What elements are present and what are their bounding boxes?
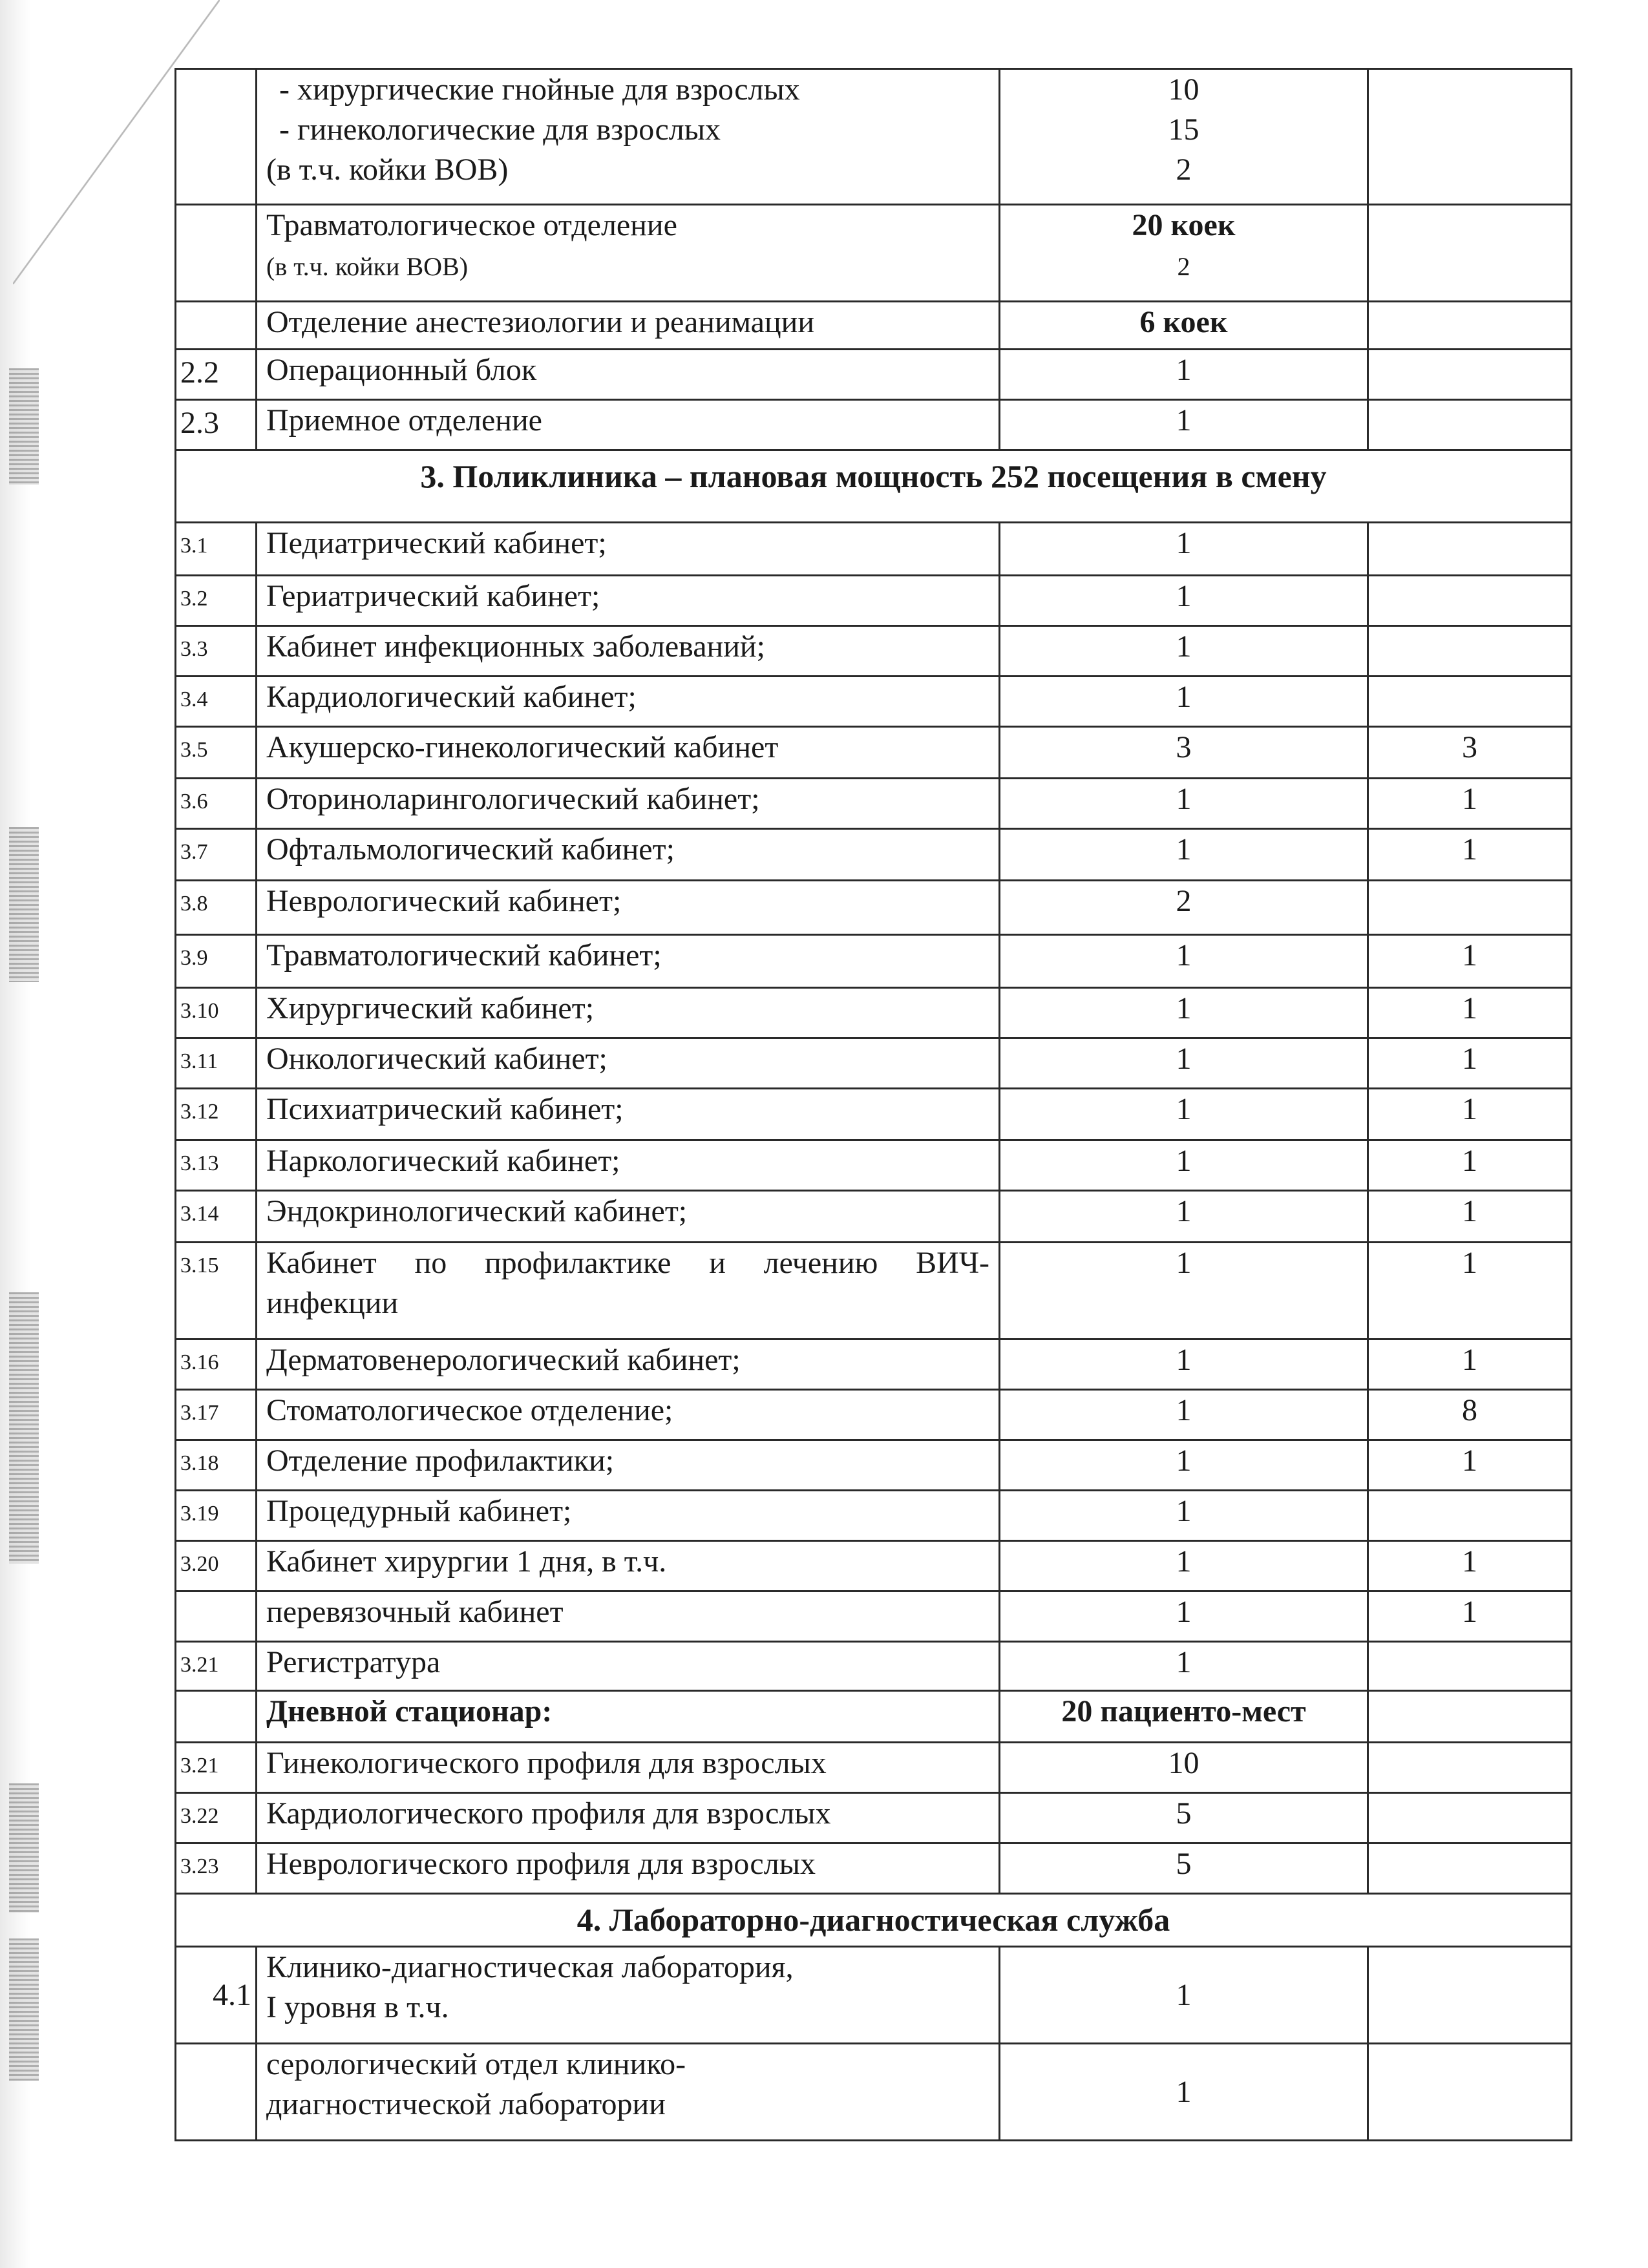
row-name-cell: Кабинет инфекционных заболеваний; — [257, 626, 1000, 677]
scan-streak — [9, 1938, 39, 2081]
row-name-cell: Кардиологический кабинет; — [257, 677, 1000, 727]
row-value-note: 2 — [1177, 252, 1190, 281]
row-number-cell: 3.21 — [176, 1743, 257, 1793]
row-value-cell: 6 коек — [1000, 302, 1368, 350]
row-number-cell: 2.3 — [176, 400, 257, 450]
row-extra-cell: 1 — [1368, 1339, 1572, 1390]
row-value-cell: 1 — [1000, 1390, 1368, 1440]
row-name-cell: Неврологический кабинет; — [257, 881, 1000, 935]
table-row — [176, 988, 1572, 1038]
table-row — [176, 1843, 1572, 1894]
row-number-cell: 3.17 — [176, 1390, 257, 1440]
row-name-cell: Кабинет хирургии 1 дня, в т.ч. — [257, 1541, 1000, 1591]
section-title: 4. Лабораторно-диагностическая служба — [176, 1894, 1572, 1947]
row-name-cell: Наркологический кабинет; — [257, 1140, 1000, 1191]
row-name-line: Травматологическое отделение — [266, 208, 677, 242]
row-name-cell: Оториноларингологический кабинет; — [257, 779, 1000, 829]
table-row — [176, 1140, 1572, 1191]
row-number-cell — [176, 1691, 257, 1743]
row-name-cell: Офтальмологический кабинет; — [257, 829, 1000, 881]
table-row — [176, 1390, 1572, 1440]
row-number-cell: 3.16 — [176, 1339, 257, 1390]
row-name-cell: Хирургический кабинет; — [257, 988, 1000, 1038]
table-row — [176, 523, 1572, 576]
row-name-cell — [257, 69, 1000, 205]
row-value-cell: 1 — [1000, 1089, 1368, 1140]
row-value-cell: 1 — [1000, 829, 1368, 881]
row-value-line: 10 — [1168, 72, 1199, 107]
row-value-cell: 1 — [1000, 576, 1368, 626]
section-title: 3. Поликлиника – плановая мощность 252 посещения в смену — [176, 450, 1572, 523]
table-row — [176, 1541, 1572, 1591]
row-value-cell: 1 — [1000, 1339, 1368, 1390]
row-number-cell: 3.20 — [176, 1541, 257, 1591]
row-extra-cell: 1 — [1368, 829, 1572, 881]
row-extra-cell — [1368, 302, 1572, 350]
table-row — [176, 1793, 1572, 1843]
row-name-line: - хирургические гнойные для взрослых — [279, 72, 800, 107]
table-row — [176, 1642, 1572, 1691]
row-extra-cell — [1368, 1843, 1572, 1894]
row-name-cell: Неврологического профиля для взрослых — [257, 1843, 1000, 1894]
row-number-cell: 3.4 — [176, 677, 257, 727]
row-number-cell: 3.8 — [176, 881, 257, 935]
row-name-line: (в т.ч. койки ВОВ) — [266, 152, 509, 187]
row-number-cell — [176, 2044, 257, 2141]
row-name-cell: Травматологический кабинет; — [257, 935, 1000, 988]
row-number-cell: 3.18 — [176, 1440, 257, 1491]
day-hospital-row — [176, 1691, 1572, 1743]
row-extra-cell: 1 — [1368, 779, 1572, 829]
row-value-cell: 1 — [1000, 1191, 1368, 1243]
row-value-cell: 1 — [1000, 677, 1368, 727]
row-number-cell: 3.6 — [176, 779, 257, 829]
table-row — [176, 881, 1572, 935]
row-number-cell: 3.15 — [176, 1243, 257, 1339]
row-extra-cell: 1 — [1368, 988, 1572, 1038]
row-extra-cell: 1 — [1368, 935, 1572, 988]
row-extra-cell — [1368, 350, 1572, 400]
row-value-cell: 1 — [1000, 350, 1368, 400]
row-extra-cell: 1 — [1368, 1140, 1572, 1191]
row-number-cell: 3.22 — [176, 1793, 257, 1843]
row-extra-cell: 1 — [1368, 1089, 1572, 1140]
table-row — [176, 1339, 1572, 1390]
row-name-cell: Акушерско-гинекологический кабинет — [257, 727, 1000, 779]
scan-streak — [9, 827, 39, 982]
row-value-cell: 1 — [1000, 523, 1368, 576]
row-note-line: (в т.ч. койки ВОВ) — [266, 252, 469, 281]
row-name-line: I уровня в т.ч. — [266, 1990, 449, 2024]
row-extra-cell — [1368, 205, 1572, 302]
row-extra-cell — [1368, 523, 1572, 576]
row-value-cell: 1 — [1000, 1642, 1368, 1691]
row-value-line: 2 — [1176, 152, 1192, 187]
table-row — [176, 400, 1572, 450]
scan-streak — [9, 1292, 39, 1564]
row-value-cell: 1 — [1000, 1440, 1368, 1491]
scan-streak — [9, 1783, 39, 1913]
row-extra-cell — [1368, 69, 1572, 205]
row-name-cell: Операционный блок — [257, 350, 1000, 400]
row-value-cell: 1 — [1000, 988, 1368, 1038]
row-name-cell: Дерматовенерологический кабинет; — [257, 1339, 1000, 1390]
row-name-cell: Онкологический кабинет; — [257, 1038, 1000, 1089]
row-value-cell — [1000, 69, 1368, 205]
table-row — [176, 205, 1572, 302]
document-table — [174, 68, 1572, 2141]
row-value-cell: 1 — [1000, 1243, 1368, 1339]
row-number-cell: 3.9 — [176, 935, 257, 988]
row-extra-cell — [1368, 1947, 1572, 2044]
row-value-line: 15 — [1168, 112, 1199, 147]
row-number-cell — [176, 302, 257, 350]
row-value-cell: 2 — [1000, 881, 1368, 935]
scan-streak — [9, 368, 39, 485]
row-number-cell: 3.11 — [176, 1038, 257, 1089]
row-name-line: - гинекологические для взрослых — [279, 112, 721, 147]
table-row — [176, 626, 1572, 677]
row-number-cell — [176, 205, 257, 302]
row-value-cell: 1 — [1000, 626, 1368, 677]
table-row — [176, 1440, 1572, 1491]
row-name-cell — [257, 1243, 1000, 1339]
row-number-cell: 3.19 — [176, 1491, 257, 1541]
table-row — [176, 677, 1572, 727]
row-value-cell: 3 — [1000, 727, 1368, 779]
row-name-line: серологический отдел клинико- — [266, 2047, 686, 2081]
row-name-cell: Педиатрический кабинет; — [257, 523, 1000, 576]
table-row — [176, 1038, 1572, 1089]
row-extra-cell: 1 — [1368, 1591, 1572, 1642]
row-name-cell: Психиатрический кабинет; — [257, 1089, 1000, 1140]
row-name-cell: Гериатрический кабинет; — [257, 576, 1000, 626]
scan-edge — [0, 0, 31, 2268]
row-value-cell: 1 — [1000, 1491, 1368, 1541]
row-name-cell — [257, 1947, 1000, 2044]
row-extra-cell — [1368, 2044, 1572, 2141]
table-row — [176, 1243, 1572, 1339]
row-extra-cell: 8 — [1368, 1390, 1572, 1440]
row-extra-cell — [1368, 1793, 1572, 1843]
row-name-cell: Отделение анестезиологии и реанимации — [257, 302, 1000, 350]
row-number-cell: 3.5 — [176, 727, 257, 779]
table-row — [176, 1947, 1572, 2044]
day-hospital-value: 20 пациенто-мест — [1000, 1691, 1368, 1743]
row-extra-cell — [1368, 1642, 1572, 1691]
row-name-cell: Стоматологическое отделение; — [257, 1390, 1000, 1440]
row-number-cell: 2.2 — [176, 350, 257, 400]
table-row — [176, 1591, 1572, 1642]
row-extra-cell: 1 — [1368, 1440, 1572, 1491]
row-number-cell — [176, 69, 257, 205]
table-row — [176, 727, 1572, 779]
row-name-line: Кабинет по профилактике и лечению ВИЧ- — [266, 1246, 989, 1280]
row-number-cell: 3.21 — [176, 1642, 257, 1691]
row-extra-cell: 3 — [1368, 727, 1572, 779]
row-value-cell — [1000, 205, 1368, 302]
table-row — [176, 829, 1572, 881]
row-extra-cell — [1368, 1691, 1572, 1743]
table-row — [176, 2044, 1572, 2141]
row-extra-cell — [1368, 400, 1572, 450]
table-row — [176, 1089, 1572, 1140]
row-extra-cell — [1368, 881, 1572, 935]
row-number-cell: 3.7 — [176, 829, 257, 881]
row-name-cell: Кардиологического профиля для взрослых — [257, 1793, 1000, 1843]
row-name-cell: Отделение профилактики; — [257, 1440, 1000, 1491]
row-name-cell: Эндокринологический кабинет; — [257, 1191, 1000, 1243]
table-row — [176, 1743, 1572, 1793]
row-extra-cell — [1368, 626, 1572, 677]
row-number-cell: 3.23 — [176, 1843, 257, 1894]
row-extra-cell: 1 — [1368, 1191, 1572, 1243]
table-row — [176, 350, 1572, 400]
row-value-line: 20 коек — [1132, 208, 1236, 242]
row-value-cell: 1 — [1000, 2044, 1368, 2141]
row-extra-cell — [1368, 1743, 1572, 1793]
row-number-cell: 3.14 — [176, 1191, 257, 1243]
row-value-cell: 5 — [1000, 1793, 1368, 1843]
table-row — [176, 935, 1572, 988]
section-heading-row — [176, 1894, 1572, 1947]
row-name-cell: Процедурный кабинет; — [257, 1491, 1000, 1541]
row-number-cell: 3.12 — [176, 1089, 257, 1140]
table-row — [176, 69, 1572, 205]
row-number-cell: 3.10 — [176, 988, 257, 1038]
row-extra-cell: 1 — [1368, 1541, 1572, 1591]
row-number-cell: 3.1 — [176, 523, 257, 576]
row-extra-cell: 1 — [1368, 1243, 1572, 1339]
table-row — [176, 1491, 1572, 1541]
row-name-line: инфекции — [266, 1286, 399, 1320]
row-value-cell: 5 — [1000, 1843, 1368, 1894]
row-name-cell: Гинекологического профиля для взрослых — [257, 1743, 1000, 1793]
row-extra-cell: 1 — [1368, 1038, 1572, 1089]
row-number-cell — [176, 1591, 257, 1642]
row-extra-cell — [1368, 677, 1572, 727]
row-value-cell: 1 — [1000, 1541, 1368, 1591]
row-name-cell — [257, 2044, 1000, 2141]
row-extra-cell — [1368, 1491, 1572, 1541]
table-row — [176, 779, 1572, 829]
row-value-cell: 10 — [1000, 1743, 1368, 1793]
row-value-cell: 1 — [1000, 1947, 1368, 2044]
row-extra-cell — [1368, 576, 1572, 626]
row-value-cell: 1 — [1000, 1591, 1368, 1642]
row-number-cell: 3.3 — [176, 626, 257, 677]
row-value-cell: 1 — [1000, 400, 1368, 450]
row-value-cell: 1 — [1000, 779, 1368, 829]
table-row — [176, 576, 1572, 626]
row-name-cell: перевязочный кабинет — [257, 1591, 1000, 1642]
row-number-cell: 3.13 — [176, 1140, 257, 1191]
row-value-cell: 1 — [1000, 1140, 1368, 1191]
table-row — [176, 1191, 1572, 1243]
row-value-cell: 1 — [1000, 1038, 1368, 1089]
row-name-cell — [257, 205, 1000, 302]
row-number-cell: 3.2 — [176, 576, 257, 626]
row-name-line: Клинико-диагностическая лаборатория, — [266, 1950, 794, 1984]
section-heading-row — [176, 450, 1572, 523]
row-name-cell: Регистратура — [257, 1642, 1000, 1691]
day-hospital-label: Дневной стационар: — [257, 1691, 1000, 1743]
row-number-cell: 4.1 — [176, 1947, 257, 2044]
row-name-line: диагностической лаборатории — [266, 2087, 666, 2121]
row-value-cell: 1 — [1000, 935, 1368, 988]
row-name-cell: Приемное отделение — [257, 400, 1000, 450]
table-row — [176, 302, 1572, 350]
